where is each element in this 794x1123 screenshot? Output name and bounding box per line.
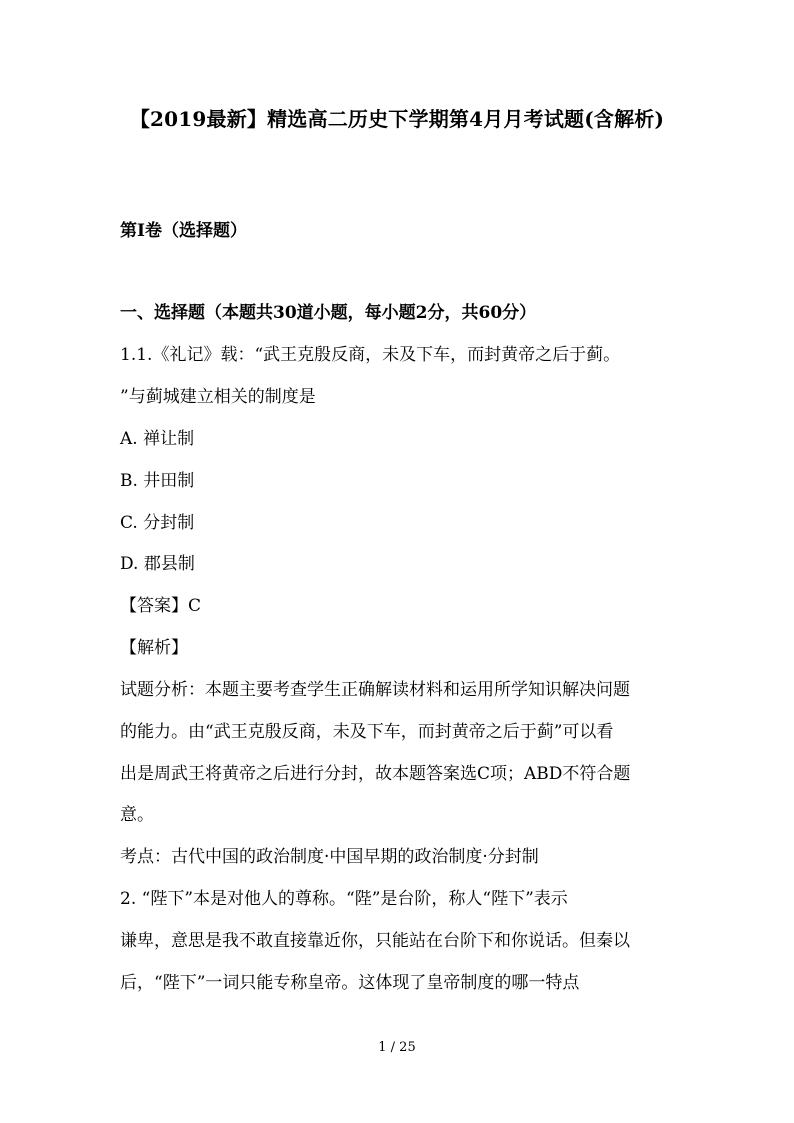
- q1-option-d: D. 郡县制: [120, 554, 195, 574]
- q1-analysis-line-1: 试题分析：本题主要考查学生正确解读材料和运用所学知识解决问题: [120, 680, 630, 700]
- q1-kaodian: 考点：古代中国的政治制度·中国早期的政治制度·分封制: [120, 847, 539, 867]
- q2-stem-line-3: 后，“陛下”一词只能专称皇帝。这体现了皇帝制度的哪一特点: [120, 973, 580, 993]
- q1-answer: 【答案】C: [120, 596, 202, 616]
- q1-option-a: A. 禅让制: [120, 429, 195, 449]
- q1-analysis-label: 【解析】: [120, 638, 188, 658]
- q1-stem-line-1: 1.1.《礼记》载：“武王克殷反商，未及下车，而封黄帝之后于蓟。: [120, 345, 621, 365]
- q2-stem-line-1: 2. “陛下”本是对他人的尊称。“陛”是台阶，称人“陛下”表示: [120, 889, 568, 909]
- q1-option-b: B. 井田制: [120, 471, 195, 491]
- page-number: 1 / 25: [378, 1040, 416, 1055]
- section-heading: 第Ⅰ卷（选择题）: [120, 221, 247, 241]
- part-heading: 一、选择题（本题共30道小题，每小题2分，共60分）: [120, 303, 537, 323]
- q2-stem-line-2: 谦卑，意思是我不敢直接靠近你，只能站在台阶下和你说话。但秦以: [120, 931, 630, 951]
- q1-analysis-line-3: 出是周武王将黄帝之后进行分封，故本题答案选C项；ABD不符合题: [120, 764, 631, 784]
- q1-stem-line-2: ”与蓟城建立相关的制度是: [120, 387, 316, 407]
- q1-option-c: C. 分封制: [120, 513, 195, 533]
- document-title: 【2019最新】精选高二历史下学期第4月月考试题(含解析): [129, 107, 665, 131]
- q1-analysis-line-2: 的能力。由“武王克殷反商，未及下车，而封黄帝之后于蓟”可以看: [120, 722, 614, 742]
- q1-analysis-line-4: 意。: [120, 805, 154, 825]
